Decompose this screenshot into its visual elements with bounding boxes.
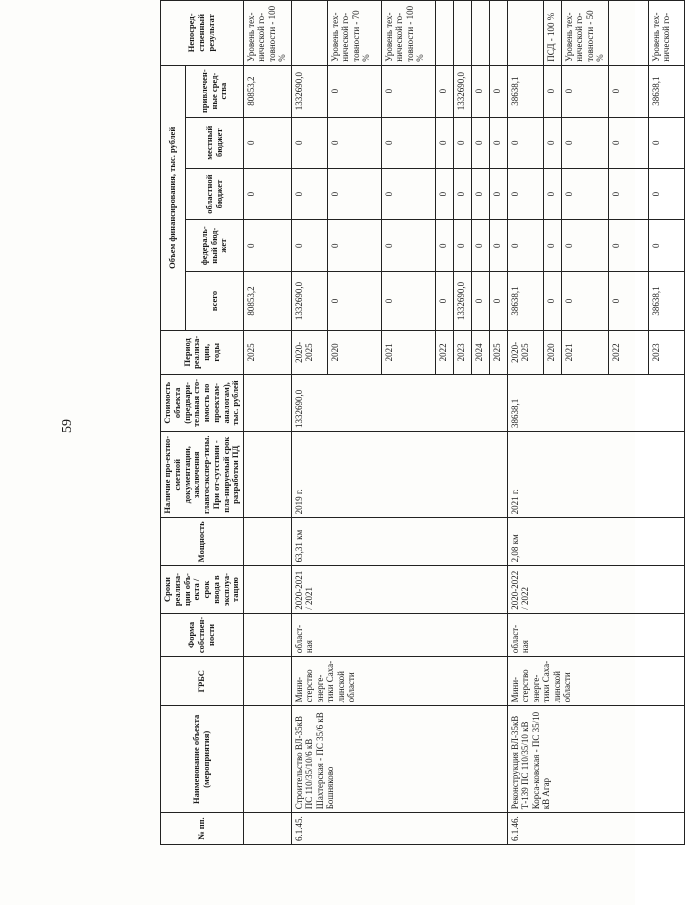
cell-federal: 0 xyxy=(436,220,454,272)
col-result-header: Непосред-ственный результат xyxy=(161,1,244,66)
cell-federal: 0 xyxy=(648,220,684,272)
header-row-top xyxy=(161,1,186,845)
cell-total: 0 xyxy=(608,271,648,330)
cell-result: Уровень тех-нической го-товности - 100 % xyxy=(244,1,292,66)
cell-total: 0 xyxy=(490,271,508,330)
col-federal-header: федераль-ный бюд-жет xyxy=(186,220,244,272)
cell-num xyxy=(244,813,292,845)
cell-cost: 38638,1 xyxy=(508,374,684,431)
table-row xyxy=(292,1,328,845)
cell-cost: 1332690,0 xyxy=(292,374,508,431)
cell-federal: 0 xyxy=(472,220,490,272)
cell-local: 0 xyxy=(328,117,382,168)
cell-period: 2020 xyxy=(328,330,382,374)
cell-attracted: 1332690,0 xyxy=(454,65,472,117)
table-row xyxy=(244,1,292,845)
cell-local: 0 xyxy=(608,117,648,168)
cell-regional: 0 xyxy=(508,168,544,220)
cell-attracted: 0 xyxy=(472,65,490,117)
cell-grbs xyxy=(244,657,292,706)
cell-local: 0 xyxy=(648,117,684,168)
cell-period: 2020-2025 xyxy=(508,330,544,374)
cell-capacity: 63,31 км xyxy=(292,518,508,566)
cell-federal: 0 xyxy=(508,220,544,272)
cell-result: Уровень тех-нической го-товности - 70 % xyxy=(328,1,382,66)
cell-total: 0 xyxy=(472,271,490,330)
cell-total: 0 xyxy=(436,271,454,330)
cell-regional: 0 xyxy=(648,168,684,220)
cell-attracted: 38638,1 xyxy=(648,65,684,117)
col-num-header: № пп. xyxy=(161,813,244,845)
cell-total: 38638,1 xyxy=(648,271,684,330)
cell-period: 2020-2025 xyxy=(292,330,328,374)
cell-period: 2022 xyxy=(436,330,454,374)
cell-terms: 2020-2021 / 2021 xyxy=(292,566,508,613)
cell-regional: 0 xyxy=(328,168,382,220)
table-row xyxy=(508,1,544,845)
col-grbs-header: ГРБС xyxy=(161,657,244,706)
cell-regional: 0 xyxy=(244,168,292,220)
cell-federal: 0 xyxy=(292,220,328,272)
cell-grbs: Мини-стерство энерге-тики Саха-линской области xyxy=(292,657,508,706)
cell-num: 6.1.46. xyxy=(508,813,684,845)
cell-attracted: 0 xyxy=(544,65,562,117)
cell-result xyxy=(292,1,328,66)
cell-total: 0 xyxy=(328,271,382,330)
cell-capacity: 2,08 км xyxy=(508,518,684,566)
col-capacity-header: Мощность xyxy=(161,518,244,566)
cell-period: 2025 xyxy=(490,330,508,374)
cell-total: 1332690,0 xyxy=(454,271,472,330)
cell-local: 0 xyxy=(472,117,490,168)
cell-total: 0 xyxy=(382,271,436,330)
cell-num: 6.1.45. xyxy=(292,813,508,845)
cell-total: 1332690,0 xyxy=(292,271,328,330)
cell-result: Уровень тех-нической го-товности - 100 % xyxy=(382,1,436,66)
cell-local: 0 xyxy=(544,117,562,168)
cell-federal: 0 xyxy=(490,220,508,272)
col-name-header: Наименование объекта (мероприятия) xyxy=(161,706,244,813)
cell-result xyxy=(508,1,544,66)
col-local-header: местный бюджет xyxy=(186,117,244,168)
cell-result xyxy=(608,1,648,66)
cell-local: 0 xyxy=(436,117,454,168)
cell-regional: 0 xyxy=(382,168,436,220)
cell-ownership xyxy=(244,613,292,656)
cell-attracted: 38638,1 xyxy=(508,65,544,117)
cell-period: 2021 xyxy=(382,330,436,374)
cell-period: 2023 xyxy=(648,330,684,374)
cell-total: 0 xyxy=(562,271,608,330)
cell-regional: 0 xyxy=(490,168,508,220)
cell-attracted: 1332690,0 xyxy=(292,65,328,117)
cell-period: 2020 xyxy=(544,330,562,374)
cell-docs xyxy=(244,432,292,518)
col-regional-header: областной бюджет xyxy=(186,168,244,220)
cell-regional: 0 xyxy=(472,168,490,220)
cell-regional: 0 xyxy=(544,168,562,220)
cell-total: 38638,1 xyxy=(508,271,544,330)
cell-regional: 0 xyxy=(292,168,328,220)
cell-result: Уровень тех-нической го- xyxy=(648,1,684,66)
cell-docs: 2021 г. xyxy=(508,432,684,518)
cell-capacity xyxy=(244,518,292,566)
cell-attracted: 0 xyxy=(490,65,508,117)
cell-attracted: 0 xyxy=(608,65,648,117)
cell-regional: 0 xyxy=(608,168,648,220)
cell-federal: 0 xyxy=(328,220,382,272)
cell-result xyxy=(472,1,490,66)
cell-result xyxy=(454,1,472,66)
cell-attracted: 0 xyxy=(382,65,436,117)
cell-local: 0 xyxy=(562,117,608,168)
cell-local: 0 xyxy=(490,117,508,168)
cell-ownership: област-ная xyxy=(508,613,684,656)
cell-result: Уровень тех-нической го-товности - 50 % xyxy=(562,1,608,66)
cell-period: 2023 xyxy=(454,330,472,374)
cell-cost xyxy=(244,374,292,431)
page-number: 59 xyxy=(60,419,75,433)
cell-attracted: 0 xyxy=(562,65,608,117)
cell-name xyxy=(244,706,292,813)
col-period-header: Период реализа-ции, годы xyxy=(161,330,244,374)
cell-federal: 0 xyxy=(454,220,472,272)
cell-local: 0 xyxy=(454,117,472,168)
col-attracted-header: привлечен-ные сред-ства xyxy=(186,65,244,117)
financing-table xyxy=(160,0,685,845)
cell-name: Строительство ВЛ-35кВ ПС 110/35/10/6 кВ Шахтерская - ПС 35/6 кВ Бошняково xyxy=(292,706,508,813)
col-docs-header: Наличие про-ектно-сметной документации, заключения главгосэкспер-тизы. При от-сутствии - пла-нируемый срок разработки ПД xyxy=(161,432,244,518)
cell-federal: 0 xyxy=(544,220,562,272)
cell-period: 2022 xyxy=(608,330,648,374)
cell-local: 0 xyxy=(244,117,292,168)
cell-ownership: област-ная xyxy=(292,613,508,656)
cell-local: 0 xyxy=(292,117,328,168)
col-total-header: всего xyxy=(186,271,244,330)
cell-attracted: 0 xyxy=(436,65,454,117)
cell-local: 0 xyxy=(382,117,436,168)
cell-result: ПСД - 100 % xyxy=(544,1,562,66)
cell-federal: 0 xyxy=(608,220,648,272)
cell-local: 0 xyxy=(508,117,544,168)
cell-grbs: Мини-стерство энерге-тики Саха-линской области xyxy=(508,657,684,706)
col-terms-header: Сроки реализа-ции объ-екта / срок ввода в эксплуа-тацию xyxy=(161,566,244,613)
cell-docs: 2019 г. xyxy=(292,432,508,518)
cell-federal: 0 xyxy=(382,220,436,272)
cell-attracted: 80853,2 xyxy=(244,65,292,117)
cell-total: 0 xyxy=(544,271,562,330)
cell-period: 2021 xyxy=(562,330,608,374)
cell-regional: 0 xyxy=(436,168,454,220)
cell-federal: 0 xyxy=(562,220,608,272)
cell-period: 2025 xyxy=(244,330,292,374)
cell-regional: 0 xyxy=(454,168,472,220)
cell-terms: 2020-2022 / 2022 xyxy=(508,566,684,613)
cell-regional: 0 xyxy=(562,168,608,220)
cell-federal: 0 xyxy=(244,220,292,272)
cell-attracted: 0 xyxy=(328,65,382,117)
col-funding-header: Объем финансирования, тыс. рублей xyxy=(161,65,186,330)
col-ownership-header: Форма собствен-ности xyxy=(161,613,244,656)
cell-period: 2024 xyxy=(472,330,490,374)
cell-name: Реконструкция ВЛ-35кВ Т-139 ПС 110/35/10 кВ Корса-ковская - ПС 35/10 кВ Агар xyxy=(508,706,684,813)
cell-result xyxy=(490,1,508,66)
col-cost-header: Стоимость объекта (предвари-тельная сто-имость по проектам-аналогам), тыс. рублей xyxy=(161,374,244,431)
cell-terms xyxy=(244,566,292,613)
cell-total: 80853,2 xyxy=(244,271,292,330)
cell-result xyxy=(436,1,454,66)
